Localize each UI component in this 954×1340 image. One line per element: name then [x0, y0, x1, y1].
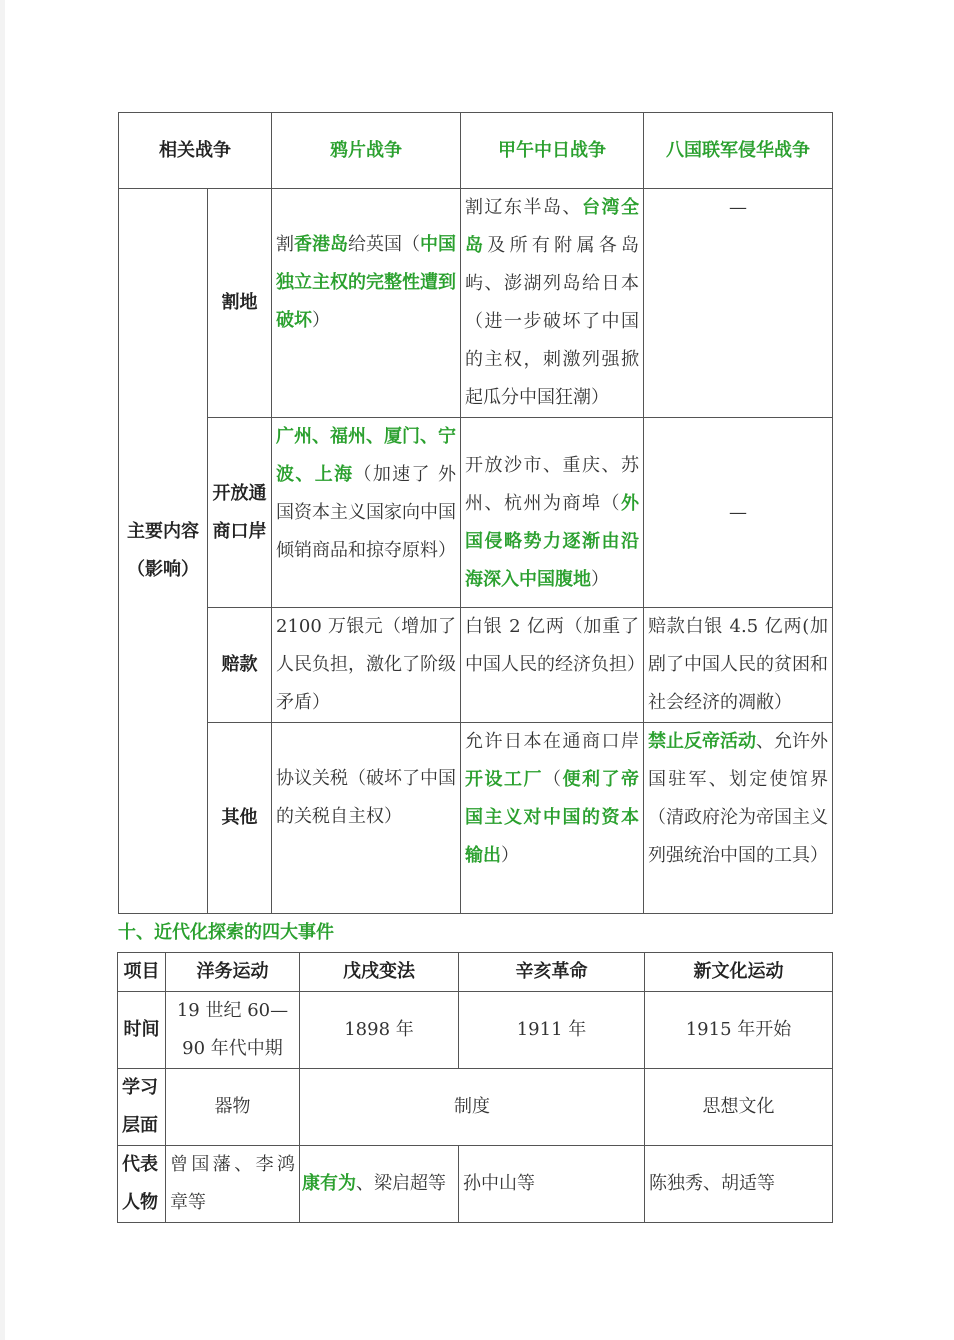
header-eight-nation-war: 八国联军侵华战争	[644, 113, 833, 189]
text-segment: 及所有附属各岛屿、澎湖列岛给日本（进一步破坏了中国的主权，刺激列强掀起瓜分中国狂潮）	[465, 235, 640, 408]
other-opium: 协议关税（破坏了中国的关税自主权）	[272, 723, 461, 914]
t2-header-xinwenhua: 新文化运动	[645, 953, 833, 992]
ports-jiawu	[461, 418, 644, 608]
t2-level-xinwenhua: 思想文化	[645, 1069, 833, 1146]
t2-people-wuxu	[300, 1146, 459, 1223]
t2-time-xinhai: 1911 年	[459, 992, 645, 1069]
t2-header-yangwu: 洋务运动	[166, 953, 300, 992]
t2-row-label-time: 时间	[118, 992, 166, 1069]
text-segment: 、梁启超等	[356, 1173, 446, 1194]
t2-time-wuxu: 1898 年	[300, 992, 459, 1069]
ceding-jiawu	[461, 189, 644, 418]
t2-time-xinwenhua: 1915 年开始	[645, 992, 833, 1069]
text-segment: ）	[312, 310, 330, 331]
row-label-ports: 开放通商口岸	[208, 418, 272, 608]
t2-row-label-level: 学习层面	[118, 1069, 166, 1146]
text-segment: 允许日本在通商口岸	[465, 731, 639, 752]
text-segment: ）	[591, 568, 609, 590]
text-segment: （加速了 外国资本主义国家向中国倾销商品和掠夺原料）	[276, 464, 456, 561]
ceding-opium	[272, 189, 461, 418]
highlight-text: 广州、福州、厦门、宁波、上海	[276, 426, 456, 485]
highlight-text: 香港岛	[294, 234, 348, 255]
text-segment: ）	[501, 845, 519, 866]
t2-header-item: 项目	[118, 953, 166, 992]
t2-level-yangwu: 器物	[166, 1069, 300, 1146]
indemnity-opium: 2100 万银元（增加了人民负担，激化了阶级矛盾）	[272, 608, 461, 723]
row-label-other: 其他	[208, 723, 272, 914]
text-segment: 给英国（	[348, 234, 420, 255]
main-content-label: 主要内容（影响）	[119, 189, 208, 914]
highlight-text: 便利了帝国主义对中国的资本输出	[465, 769, 639, 866]
ports-opium	[272, 418, 461, 608]
t2-header-xinhai: 辛亥革命	[459, 953, 645, 992]
header-related-war: 相关战争	[119, 113, 272, 189]
text-segment: 、允许外国驻军、划定使馆界（清政府沦为帝国主义列强统治中国的工具）	[648, 731, 828, 866]
t2-people-xinwenhua: 陈独秀、胡适等	[645, 1146, 833, 1223]
text-segment: 割辽东半岛、	[465, 197, 582, 218]
highlight-text: 康有为	[302, 1173, 356, 1194]
indemnity-eight: 赔款白银 4.5 亿两(加剧了中国人民的贫困和社会经济的凋敝）	[644, 608, 833, 723]
t2-time-yangwu: 19 世纪 60—90 年代中期	[166, 992, 300, 1069]
section-title: 十、近代化探索的四大事件	[118, 922, 334, 943]
row-label-ceding: 割地	[208, 189, 272, 418]
t2-row-label-people: 代表人物	[118, 1146, 166, 1223]
t2-level-system: 制度	[300, 1069, 645, 1146]
ceding-eight: —	[644, 189, 833, 418]
highlight-text: 中国独立主权的完整性遭到破坏	[276, 234, 456, 331]
t2-header-wuxu: 戊戌变法	[300, 953, 459, 992]
highlight-text: 开设工厂	[465, 769, 543, 790]
text-segment: 割	[276, 234, 294, 255]
indemnity-jiawu: 白银 2 亿两（加重了中国人民的经济负担）	[461, 608, 644, 723]
text-segment: （	[543, 769, 563, 790]
highlight-text: 禁止反帝活动	[648, 731, 756, 752]
t2-people-xinhai: 孙中山等	[459, 1146, 645, 1223]
header-jiawu-war: 甲午中日战争	[461, 113, 644, 189]
highlight-text: 外国侵略势力逐渐由沿海深入中国腹地	[465, 492, 639, 590]
wars-table	[118, 112, 833, 914]
other-jiawu	[461, 723, 644, 914]
ports-eight: —	[644, 418, 833, 608]
page-edge	[0, 0, 5, 1340]
text-segment: 开放沙市、重庆、苏州、杭州为商埠（	[465, 454, 639, 514]
t2-people-yangwu: 曾国藩、李鸿章等	[166, 1146, 300, 1223]
row-label-indemnity: 赔款	[208, 608, 272, 723]
header-opium-war: 鸦片战争	[272, 113, 461, 189]
other-eight	[644, 723, 833, 914]
modernization-table	[117, 952, 833, 1223]
highlight-text: 台湾全岛	[465, 197, 639, 256]
